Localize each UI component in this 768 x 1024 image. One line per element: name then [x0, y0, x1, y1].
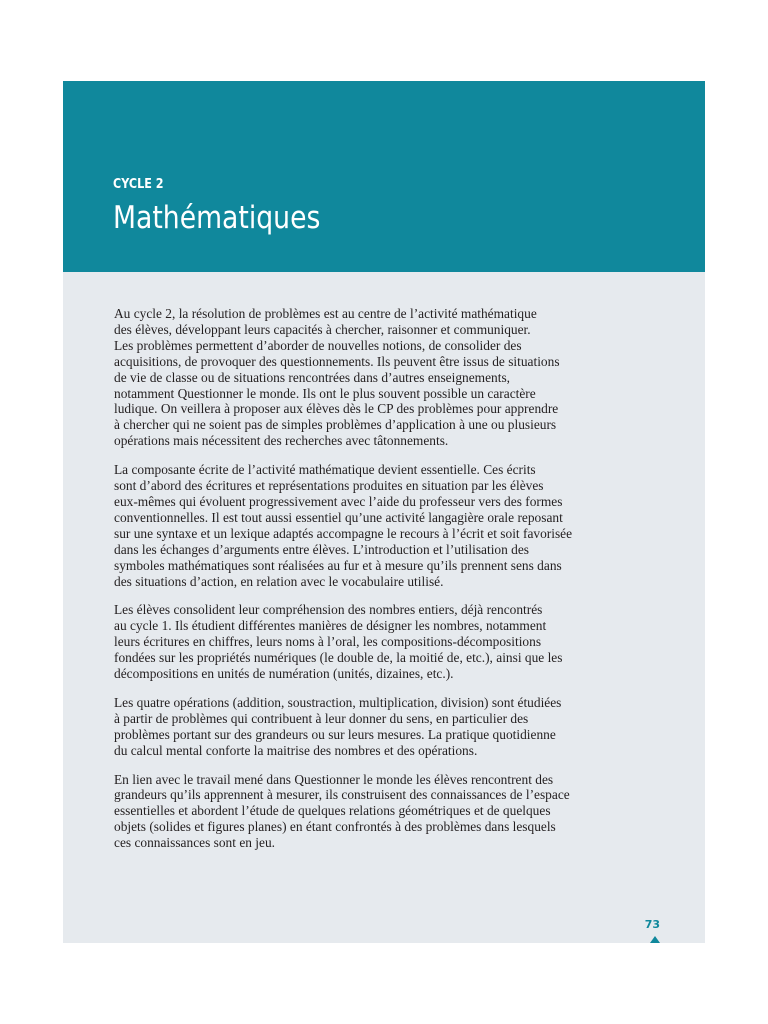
text-column [114, 306, 676, 864]
paragraph-line: sur une syntaxe et un lexique adaptés accompagne le recours à l’écrit et soit favorisée [114, 525, 573, 541]
paragraph-line: acquisitions, de provoquer des questionnements. Ils peuvent être issus de situations [114, 353, 560, 369]
page-title: Mathématiques [113, 200, 321, 236]
body-paragraph [114, 695, 676, 759]
triangle-marker-icon [650, 936, 660, 943]
header-band [63, 81, 705, 272]
cycle-label: CYCLE 2 [113, 177, 164, 192]
paragraph-line: au cycle 1. Ils étudient différentes manières de désigner les nombres, notamment [114, 618, 547, 634]
paragraph-line: décompositions en unités de numération (unités, dizaines, etc.). [114, 666, 454, 682]
paragraph-line: à chercher qui ne soient pas de simples problèmes d’application à une ou plusieurs [114, 417, 557, 433]
body-paragraph [114, 772, 676, 852]
paragraph-line: ces connaissances sont en jeu. [114, 835, 276, 851]
paragraph-line: à partir de problèmes qui contribuent à leur donner du sens, en particulier des [114, 710, 529, 726]
body-paragraph [114, 462, 676, 589]
paragraph-line: En lien avec le travail mené dans Questionner le monde les élèves rencontrent des [114, 771, 554, 787]
paragraph-line: eux-mêmes qui évoluent progressivement avec l’aide du professeur vers des formes [114, 493, 563, 509]
paragraph-line: notamment Questionner le monde. Ils ont le plus souvent possible un caractère [114, 385, 536, 401]
paragraph-line: Au cycle 2, la résolution de problèmes est au centre de l’activité mathématique [114, 306, 537, 321]
paragraph-line: problèmes portant sur des grandeurs ou sur leurs mesures. La pratique quotidienne [114, 726, 556, 742]
paragraph-line: conventionnelles. Il est tout aussi essentiel qu’une activité langagière orale reposant [114, 509, 563, 525]
paragraph-line: Les problèmes permettent d’aborder de nouvelles notions, de consolider des [114, 337, 522, 353]
paragraph-line: grandeurs qu’ils apprennent à mesurer, ils construisent des connaissances de l’espace [114, 787, 570, 803]
paragraph-line: essentielles et abordent l’étude de quelques relations géométriques et de quelques [114, 803, 551, 819]
paragraph-line: des situations d’action, en relation avec le vocabulaire utilisé. [114, 573, 444, 589]
paragraph-line: Les élèves consolident leur compréhension des nombres entiers, déjà rencontrés [114, 602, 543, 618]
paragraph-line: objets (solides et figures planes) en étant confrontés à des problèmes dans lesquels [114, 819, 556, 835]
paragraph-line: La composante écrite de l’activité mathématique devient essentielle. Ces écrits [114, 462, 536, 478]
body-paragraph [114, 306, 676, 449]
paragraph-line: leurs écritures en chiffres, leurs noms à l’oral, les compositions-décompositions [114, 634, 542, 650]
paragraph-line: des élèves, développant leurs capacités à chercher, raisonner et communiquer. [114, 321, 531, 337]
body-panel [63, 272, 705, 943]
paragraph-line: Les quatre opérations (addition, soustraction, multiplication, division) sont étudiées [114, 694, 562, 710]
paragraph-line: opérations mais nécessitent des recherches avec tâtonnements. [114, 433, 449, 449]
paragraph-line: sont d’abord des écritures et représentations produites en situation par les élèves [114, 478, 544, 494]
paragraph-line: de vie de classe ou de situations rencontrées dans d’autres enseignements, [114, 369, 511, 385]
paragraph-line: symboles mathématiques sont réalisées au fur et à mesure qu’ils prennent sens dans [114, 557, 562, 573]
paragraph-line: ludique. On veillera à proposer aux élèves dès le CP des problèmes pour apprendre [114, 401, 559, 417]
paragraph-line: dans les échanges d’arguments entre élèves. L’introduction et l’utilisation des [114, 541, 529, 557]
page-number: 73 [644, 918, 660, 931]
body-paragraph [114, 602, 676, 682]
paragraph-line: du calcul mental conforte la maitrise des nombres et des opérations. [114, 742, 478, 758]
paragraph-line: fondées sur les propriétés numériques (le double de, la moitié de, etc.), ainsi que les [114, 650, 563, 666]
